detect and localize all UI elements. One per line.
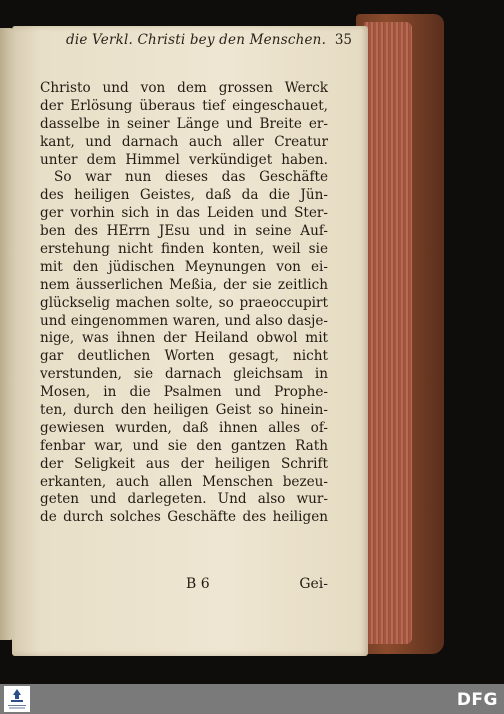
signature-mark: B 6 [186, 576, 210, 592]
text-line: de durch solches Geschäfte des heiligen [40, 509, 328, 526]
text-line: ten, durch den heiligen Geist so hinein- [40, 402, 328, 419]
text-line: dasselbe in seiner Länge und Breite er- [40, 115, 328, 132]
catchword: Gei- [299, 576, 328, 592]
running-head [56, 30, 352, 52]
text-line: nem äusserlichen Meßia, der sie zeitlich [40, 276, 328, 293]
text-line: erstehung nicht finden konten, weil sie [40, 241, 328, 258]
text-line: glückselig machen solte, so praeoccupirt [40, 294, 328, 311]
text-line: erkanten, auch allen Menschen bezeu- [40, 473, 328, 490]
text-line: ben des HErrn JEsu und in seine Auf- [40, 223, 328, 240]
page-number: 35 [334, 32, 352, 48]
dfg-logo: DFG [456, 690, 498, 710]
text-line: des heiligen Geistes, daß da die Jün- [40, 187, 328, 204]
text-line: nige, was ihnen der Heiland obwol mit [40, 330, 328, 347]
body-text [40, 80, 328, 527]
text-line: Christo und von dem grossen Werck [40, 80, 328, 96]
text-line: Mosen, in die Psalmen und Prophe- [40, 384, 328, 401]
page-fore-edge [364, 22, 412, 644]
text-line: fenbar war, und sie den gantzen Rath [40, 437, 328, 454]
text-line: mit den jüdischen Meynungen von ei- [40, 258, 328, 275]
text-line: der Seligkeit aus der heiligen Schrift [40, 455, 328, 472]
catchword-row [186, 576, 328, 596]
running-head-title: die Verkl. Christi bey den Menschen. [66, 32, 327, 48]
text-line: und eingenommen waren, und also dasje- [40, 312, 328, 329]
text-line: der Erlösung überaus tief eingeschauet, [40, 97, 328, 114]
text-line: gewiesen wurden, daß ihnen alles of- [40, 419, 328, 436]
text-line: ger vorhin sich in das Leiden und Ster- [40, 205, 328, 222]
text-line: kant, und darnach auch aller Creatur [40, 133, 328, 150]
text-line: So war nun dieses das Geschäfte [54, 169, 328, 186]
text-line: verstunden, sie darnach gleichsam in [40, 366, 328, 383]
viewer-footer-bar [0, 684, 504, 714]
text-line: unter dem Himmel verkündiget haben. [40, 151, 328, 168]
text-line: geten und darlegeten. Und also wur- [40, 491, 328, 508]
library-emblem-icon [4, 686, 30, 712]
text-line: gar deutlichen Worten gesagt, nicht [40, 348, 328, 365]
